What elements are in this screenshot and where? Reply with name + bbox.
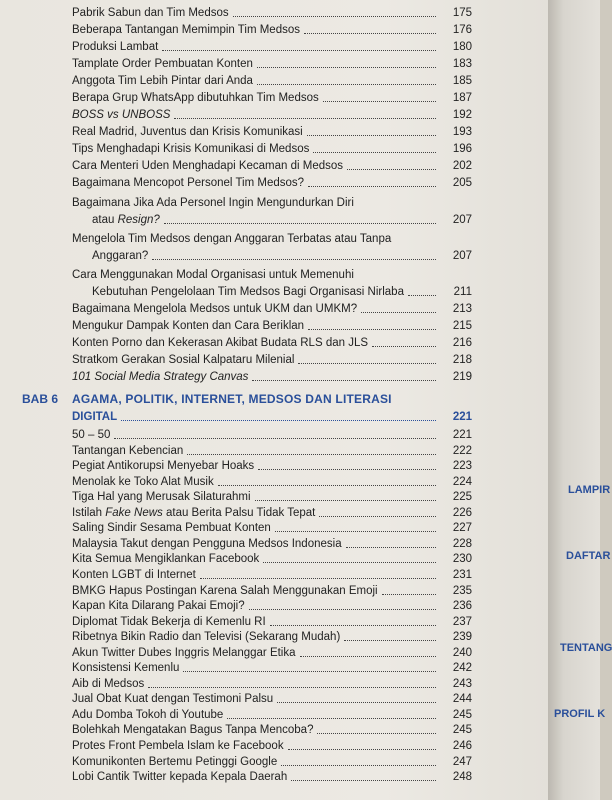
toc-entry <box>92 285 472 299</box>
toc-entry-title: Beberapa Tantangan Memimpin Tim Medsos <box>72 24 300 36</box>
toc-entry <box>72 459 472 473</box>
toc-entry-title: Konten LGBT di Internet <box>72 568 196 581</box>
toc-entry-page: 205 <box>452 177 472 189</box>
toc-entry-page: 244 <box>452 693 472 706</box>
dot-leader <box>227 718 436 719</box>
toc-entry-title-part: Istilah <box>72 506 106 519</box>
toc-entry <box>72 176 472 190</box>
toc-entry-page: 196 <box>452 143 472 155</box>
toc-entry-title: BMKG Hapus Postingan Karena Salah Menggunakan Emoji <box>72 584 378 597</box>
toc-entry <box>72 57 472 71</box>
toc-entry-page: 223 <box>452 460 472 473</box>
toc-entry-title: BOSS vs UNBOSS <box>72 109 171 121</box>
toc-entry <box>72 444 472 458</box>
toc-entry <box>72 506 472 520</box>
toc-entry-title: Berapa Grup WhatsApp dibutuhkan Tim Medsos <box>72 92 319 104</box>
toc-entry <box>72 584 472 598</box>
toc-entry-title: Akun Twitter Dubes Inggris Melanggar Etika <box>72 646 296 659</box>
dot-leader <box>281 765 436 766</box>
toc-entry <box>72 108 472 122</box>
toc-entry-title: Anggota Tim Lebih Pintar dari Anda <box>72 75 253 87</box>
toc-entry-page: 216 <box>452 337 472 349</box>
dot-leader <box>372 346 436 347</box>
toc-entry-page: 176 <box>452 24 472 36</box>
toc-entry-page: 221 <box>452 429 472 441</box>
toc-entry-title-prefix: atau <box>92 214 118 226</box>
toc-entry-title: Diplomat Tidak Bekerja di Kemenlu RI <box>72 615 266 628</box>
toc-entry <box>72 302 472 316</box>
dot-leader <box>257 84 436 85</box>
toc-entry-title: Mengelola Tim Medsos dengan Anggaran Terbatas atau Tanpa <box>72 233 392 245</box>
toc-entry-title: Tamplate Order Pembuatan Konten <box>72 58 253 70</box>
toc-entry-page: 185 <box>452 75 472 87</box>
toc-entry-title: Kita Semua Mengiklankan Facebook <box>72 553 260 566</box>
dot-leader <box>233 16 436 17</box>
toc-entry <box>72 125 472 139</box>
toc-entry <box>72 677 472 691</box>
toc-entry-title: Bagaimana Mengelola Medsos untuk UKM dan UMKM? <box>72 303 358 315</box>
toc-entry-title: Tantangan Kebencian <box>72 444 184 457</box>
dot-leader <box>382 594 436 595</box>
dot-leader <box>152 259 436 260</box>
toc-entry-page: 213 <box>452 303 472 315</box>
toc-entry-page: 175 <box>452 7 472 19</box>
toc-entry-title <box>72 506 315 520</box>
toc-entry-page: 248 <box>452 771 472 784</box>
toc-entry-title: Pabrik Sabun dan Tim Medsos <box>72 7 229 19</box>
dot-leader <box>319 516 436 517</box>
right-page-label-profil: PROFIL K <box>554 708 606 720</box>
toc-entry-title: Cara Menggunakan Modal Organisasi untuk Memenuhi <box>72 269 354 281</box>
dot-leader <box>408 295 436 296</box>
toc-entry-title: Bagaimana Mencopot Personel Tim Medsos? <box>72 177 305 189</box>
dot-leader <box>164 223 436 224</box>
toc-entry-page: 237 <box>452 615 472 628</box>
toc-entry <box>72 23 472 37</box>
toc-entry-title <box>92 213 160 227</box>
toc-entry <box>72 353 472 367</box>
toc-entry-title: Malaysia Takut dengan Pengguna Medsos Indonesia <box>72 537 342 550</box>
toc-entry <box>72 599 472 613</box>
dot-leader <box>255 500 436 501</box>
toc-entry-page: 211 <box>453 286 472 298</box>
dot-leader <box>263 562 436 563</box>
toc-entry-page: 225 <box>452 491 472 504</box>
facing-page <box>548 0 612 800</box>
toc-entry-title-italic: Fake News <box>105 506 163 519</box>
dot-leader <box>270 625 436 626</box>
toc-entry <box>72 159 472 173</box>
toc-entry <box>72 40 472 54</box>
toc-entry-title: Aib di Medsos <box>72 677 145 690</box>
toc-entry-title: Cara Menteri Uden Menghadapi Kecaman di Medsos <box>72 160 344 172</box>
toc-entry-page: 230 <box>452 553 472 566</box>
dot-leader <box>291 780 436 781</box>
toc-entry-title-italic: Resign? <box>117 214 160 226</box>
dot-leader <box>187 454 436 455</box>
toc-entry-title: Menolak ke Toko Alat Musik <box>72 475 214 488</box>
toc-entry-page: 218 <box>452 354 472 366</box>
dot-leader <box>347 169 436 170</box>
dot-leader <box>308 186 436 187</box>
toc-entry <box>72 91 472 105</box>
toc-entry-title: Real Madrid, Juventus dan Krisis Komunikasi <box>72 126 303 138</box>
toc-entry <box>72 475 472 489</box>
toc-entry-page: 180 <box>452 41 472 53</box>
toc-entry <box>72 537 472 551</box>
toc-entry <box>72 646 472 660</box>
toc-entry-page: 243 <box>452 677 472 690</box>
toc-entry <box>72 319 472 333</box>
toc-entry-page: 242 <box>452 662 472 675</box>
right-page-label-tentang: TENTANG <box>560 642 612 654</box>
toc-entry <box>72 370 472 384</box>
chapter-label: BAB 6 <box>22 392 59 406</box>
toc-entry-page: 239 <box>452 631 472 644</box>
toc-entry <box>72 568 472 582</box>
toc-entry-title: Protes Front Pembela Islam ke Facebook <box>72 740 284 752</box>
toc-entry <box>72 615 472 629</box>
toc-entry <box>72 142 472 156</box>
toc-entry-title: DIGITAL <box>72 411 118 423</box>
toc-entry <box>72 428 472 442</box>
dot-leader <box>304 33 436 34</box>
toc-entry <box>72 755 472 769</box>
dot-leader <box>323 101 436 102</box>
toc-entry-title: Bolehkah Mengatakan Bagus Tanpa Mencoba? <box>72 724 314 737</box>
dot-leader <box>148 687 436 688</box>
toc-entry-page: 183 <box>452 58 472 70</box>
toc-entry-page: 207 <box>452 214 472 226</box>
dot-leader <box>277 702 436 703</box>
toc-entry-page: 207 <box>452 250 472 262</box>
toc-entry-title: Tips Menghadapi Krisis Komunikasi di Medsos <box>72 143 310 155</box>
toc-entry-title: Lobi Cantik Twitter kepada Kepala Daerah <box>72 771 288 784</box>
toc-entry-title: 101 Social Media Strategy Canvas <box>72 371 249 383</box>
toc-entry-page: 202 <box>452 160 472 172</box>
toc-entry-title: Stratkom Gerakan Sosial Kalpataru Milenial <box>72 354 295 366</box>
toc-entry-page: 221 <box>452 411 472 423</box>
toc-entry-title-part: atau Berita Palsu Tidak Tepat <box>162 506 316 519</box>
dot-leader <box>162 50 436 51</box>
toc-entry-title: Bagaimana Jika Ada Personel Ingin Mengundurkan Diri <box>72 197 354 209</box>
toc-entry-page: 187 <box>452 92 472 104</box>
dot-leader <box>257 67 436 68</box>
toc-entry-page: 224 <box>452 475 472 488</box>
toc-entry <box>72 630 472 644</box>
dot-leader <box>307 135 436 136</box>
dot-leader <box>275 531 436 532</box>
toc-entry <box>72 708 472 722</box>
toc-entry <box>72 552 472 566</box>
toc-entry-page: 192 <box>452 109 472 121</box>
toc-entry-page: 245 <box>452 724 472 737</box>
toc-entry <box>72 770 472 784</box>
toc-entry <box>72 74 472 88</box>
toc-entry-title: 50 – 50 <box>72 429 111 441</box>
toc-entry <box>72 336 472 350</box>
dot-leader <box>298 363 436 364</box>
toc-entry <box>72 692 472 706</box>
dot-leader <box>313 152 436 153</box>
chapter-title-line2 <box>72 410 472 424</box>
dot-leader <box>121 420 436 421</box>
toc-entry-title: Adu Domba Tokoh di Youtube <box>72 708 224 721</box>
toc-entry-page: 245 <box>452 708 472 721</box>
toc-entry-title: Pegiat Antikorupsi Menyebar Hoaks <box>72 460 255 473</box>
toc-entry <box>72 661 472 675</box>
toc-entry-page: 247 <box>452 755 472 768</box>
toc-entry-page: 193 <box>452 126 472 138</box>
dot-leader <box>258 469 436 470</box>
toc-entry <box>72 521 472 535</box>
toc-entry-title: Produksi Lambat <box>72 41 159 53</box>
right-page-label-lampiran: LAMPIR <box>568 484 611 496</box>
right-page-label-daftar: DAFTAR <box>566 550 611 562</box>
dot-leader <box>344 640 436 641</box>
dot-leader <box>317 733 436 734</box>
dot-leader <box>114 438 436 439</box>
toc-entry <box>72 490 472 504</box>
dot-leader <box>174 118 436 119</box>
toc-entry-title: Saling Sindir Sesama Pembuat Konten <box>72 522 271 535</box>
dot-leader <box>183 671 436 672</box>
toc-entry-title: Jual Obat Kuat dengan Testimoni Palsu <box>72 693 274 706</box>
toc-entry-page: 235 <box>452 584 472 597</box>
dot-leader <box>288 749 436 750</box>
toc-entry-page: 231 <box>452 568 472 581</box>
toc-entry-page: 240 <box>452 646 472 659</box>
toc-entry-title: Tiga Hal yang Merusak Silaturahmi <box>72 491 251 504</box>
dot-leader <box>361 312 436 313</box>
toc-entry <box>92 213 472 227</box>
toc-entry-page: 222 <box>452 444 472 457</box>
toc-entry-page: 228 <box>452 537 472 550</box>
dot-leader <box>300 656 436 657</box>
toc-entry-title: Kapan Kita Dilarang Pakai Emoji? <box>72 600 245 613</box>
dot-leader <box>249 609 436 610</box>
toc-entry-title: Anggaran? <box>92 250 149 262</box>
dot-leader <box>200 578 436 579</box>
chapter-title-line1: AGAMA, POLITIK, INTERNET, MEDSOS DAN LITERASI <box>72 392 392 406</box>
toc-entry-title: Konten Porno dan Kekerasan Akibat Budata RLS dan JLS <box>72 337 369 349</box>
toc-entry <box>72 723 472 737</box>
toc-entry-page: 236 <box>452 600 472 613</box>
toc-entry-page: 227 <box>452 522 472 535</box>
toc-entry-title: Mengukur Dampak Konten dan Cara Beriklan <box>72 320 305 332</box>
dot-leader <box>308 329 436 330</box>
toc-entry <box>72 6 472 20</box>
toc-entry <box>72 739 472 753</box>
toc-entry-page: 219 <box>452 371 472 383</box>
toc-entry-title: Komunikonten Bertemu Petinggi Google <box>72 755 278 768</box>
dot-leader <box>346 547 436 548</box>
dot-leader <box>252 380 436 381</box>
dot-leader <box>218 485 436 486</box>
toc-entry <box>92 249 472 263</box>
toc-entry-title: Kebutuhan Pengelolaan Tim Medsos Bagi Organisasi Nirlaba <box>92 286 404 298</box>
toc-entry-title: Konsistensi Kemenlu <box>72 662 180 675</box>
toc-entry-title: Ribetnya Bikin Radio dan Televisi (Sekarang Mudah) <box>72 631 341 644</box>
toc-entry-page: 215 <box>452 320 472 332</box>
toc-entry-page: 226 <box>452 506 472 519</box>
toc-entry-page: 246 <box>452 740 472 752</box>
